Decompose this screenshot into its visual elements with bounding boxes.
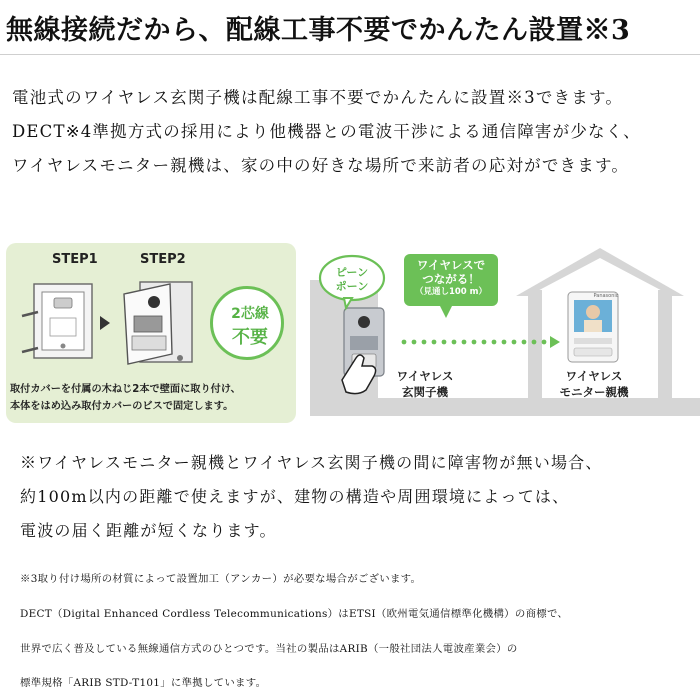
headline-divider [0,54,700,55]
wireless-line-2: つながる！ [422,272,480,286]
arrow-right-icon [100,316,110,330]
mounting-cover-illustration [34,284,92,358]
step-caption-line-1: 取付カバーを付属の木ねじ2本で壁面に取り付け、 [10,384,241,395]
monitor-icon [568,292,618,362]
range-note-line-3: 電波の届く距離が短くなります。 [20,521,277,540]
door-unit-label [380,368,470,400]
footnote-dect-line-3: 標準規格「ARIB STD-T101」に準拠しています。 [20,677,267,689]
step1-label: STEP1 [52,252,98,267]
step-illustrations [20,272,210,372]
intro-line-3: ワイヤレスモニター親機は、家の中の好きな場所で来訪者の応対ができます。 [12,156,630,175]
chime-line-1: ピーン [335,266,369,279]
badge-line-1: 2芯線 [231,306,269,322]
wireless-range: （見通し100 m） [414,287,488,297]
ground-strip [310,398,700,416]
monitor-label [544,368,644,400]
intro-line-2: DECT※4準拠方式の採用により他機器との電波干渉による通信障害が少なく、 [12,122,641,141]
no-wiring-badge [210,286,284,360]
door-unit-label-line-2: 玄関子機 [402,385,448,399]
monitor-label-line-2: モニター親機 [559,385,629,399]
wireless-line-1: ワイヤレスで [416,258,486,272]
step2-label: STEP2 [140,252,186,267]
range-note-line-2: 約100m以内の距離で使えますが、建物の構造や周囲環境によっては、 [20,487,570,506]
footnote-dect-line-2: 世界で広く普及している無線通信方式のひとつです。当社の製品はARIB（一般社団法人電波産業会）の [20,643,518,655]
headline: 無線接続だから、配線工事不要でかんたん設置※3 [6,15,631,46]
wireless-bubble-text [404,258,498,299]
footnote-dect-line-1: DECT（Digital Enhanced Cordless Telecommunications）はETSI（欧州電気通信標準化機構）の商標で、 [20,608,569,620]
door-unit-label-line-1: ワイヤレス [396,369,454,383]
door-unit-install-illustration [124,282,192,364]
monitor-label-line-1: ワイヤレス [565,369,623,383]
intro-line-1: 電池式のワイヤレス玄関子機は配線工事不要でかんたんに設置※3できます。 [12,88,624,107]
monitor-brand: Panasonic [593,293,619,299]
step-caption-line-2: 本体をはめ込み取付カバーのビスで固定します。 [10,401,234,412]
badge-line-2: 不要 [232,327,268,348]
footnote-3: ※3取り付け場所の材質によって設置加工（アンカー）が必要な場合がございます。 [20,573,422,585]
chime-text [328,266,376,294]
chime-line-2: ポーン [335,280,369,293]
range-note-line-1: ※ワイヤレスモニター親機とワイヤレス玄関子機の間に障害物が無い場合、 [20,453,603,472]
